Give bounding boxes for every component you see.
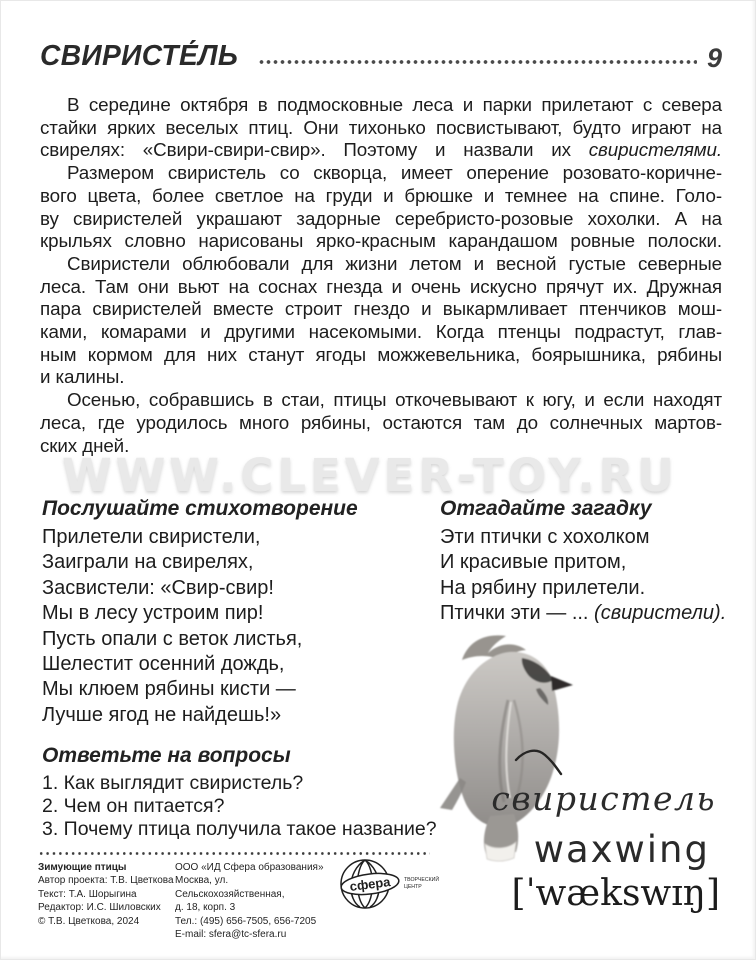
text-line: Размером свиристель со скворца, имеет оперение розовато-коричне- [67,162,722,184]
text-line: свирелях: «Свири-свири-свир». Поэтому и назвали их свиристелями. [40,139,722,161]
text-line: 2. Чем он питается? [42,795,225,818]
imprint-publisher-column [175,861,337,941]
sfera-logo-sub1: ТВОРЧЕСКИЙ [404,877,440,883]
text-line: ками, комарами и другими насекомыми. Когда птенцы подрастут, глав- [40,321,722,343]
text-line: ву свиристелей украшают задорные серебристо-розовые хохолки. А на [40,207,722,229]
text-line: крыльях словно нарисованы ярко-красным карандашом ровные полоски. [40,230,722,252]
text-line: Засвистели: «Свир-свир! [42,576,274,599]
bird-name-russian-cursive: свиристель [491,779,716,818]
text-line: Заиграли на свирелях, [42,551,254,574]
text-line: В середине октября в подмосковные леса и парки прилетают с севера [67,94,722,115]
poem-section [42,497,422,728]
text-line: ских дней. [40,434,130,456]
sfera-logo-sub2: ЦЕНТР [404,884,422,890]
text-line: На рябину прилетели. [440,576,646,599]
text-line: Шелестит осенний дождь, [42,653,285,676]
text-line: леса. Там они вьют на соснах гнезда и очень искусно прячут их. Дружная [40,275,722,297]
text-line: 1. Как выглядит свиристель? [42,772,304,794]
text-line: вого цвета, более светлое на груди и брюшке и темнее на спине. Голо- [40,184,722,206]
riddle-lines [440,525,742,627]
imprint-project-column [38,861,178,928]
poem-lines [42,525,422,728]
text-line: 3. Почему птица получила такое название? [42,818,437,841]
bird-name-english: waxwing [533,828,710,871]
page-title: СВИРИСТЕ́ЛЬ [40,40,239,72]
text-line: Пусть опали с веток листья, [42,627,303,650]
watermark-text: WWW.CLEVER-TOY.RU [62,449,678,502]
text-line: стайки ярких веселых птиц. Они тихонько посвистывают, будто играют на [40,116,722,138]
text-line: Птички эти — ... (свиристели). [440,602,727,625]
sfera-logo [338,857,468,911]
text-line: Лучше ягод не найдешь!» [42,703,282,726]
questions-section [42,744,452,842]
page-number: 9 [706,43,722,73]
text-line: Москва, ул. Сельскохозяйственная, [175,875,285,900]
text-line: ным кормом для них станут ягоды можжевельника, боярышника, рябины [40,343,722,365]
dotted-leader [258,59,697,65]
text-line: Тел.: (495) 656-7505, 656-7205 [175,915,317,927]
text-line: леса, где уродилось много рябины, остаются там до солнечных мартов- [40,411,722,433]
text-line: Редактор: И.С. Шиловских [38,902,161,914]
sfera-logo-name: сфера [348,874,392,894]
text-line: Прилетели свиристели, [42,526,261,548]
sfera-globe-icon [338,857,468,911]
text-line: E-mail: sfera@tc-sfera.ru [175,929,287,941]
text-line: И красивые притом, [440,551,627,574]
page-header [40,40,722,72]
footer-dotted-line [38,851,430,856]
text-line: © Т.В. Цветкова, 2024 [38,915,140,927]
article-text [40,94,722,457]
text-line: Зимующие птицы [38,862,127,873]
text-line: Мы в лесу устроим пир! [42,602,264,625]
bird-name-transcription: [ˈwækswɪŋ] [511,873,720,914]
poem-heading: Послушайте стихотворение [42,497,358,520]
text-line: и калины. [40,366,125,388]
riddle-section [440,497,742,627]
text-line: пара свиристелей вместе строит гнездо и выкармливает птенчиков мош- [40,298,722,320]
text-line: Мы клюем рябины кисти — [42,678,296,701]
text-line: ООО «ИД Сфера образования» [175,862,324,873]
text-line: д. 18, корп. 3 [175,902,236,914]
text-line: Текст: Т.А. Шорыгина [38,888,137,900]
text-line: Эти птички с хохолком [440,526,650,548]
text-line: Свиристели облюбовали для жизни летом и весной густые северные [67,252,722,274]
text-line: Автор проекта: Т.В. Цветкова [38,875,174,887]
questions-heading: Ответьте на вопросы [42,744,291,767]
text-line: Осенью, собравшись в стаи, птицы откочевывают к югу, и если находят [67,389,722,411]
question-list [42,772,452,842]
riddle-heading: Отгадайте загадку [440,497,652,520]
